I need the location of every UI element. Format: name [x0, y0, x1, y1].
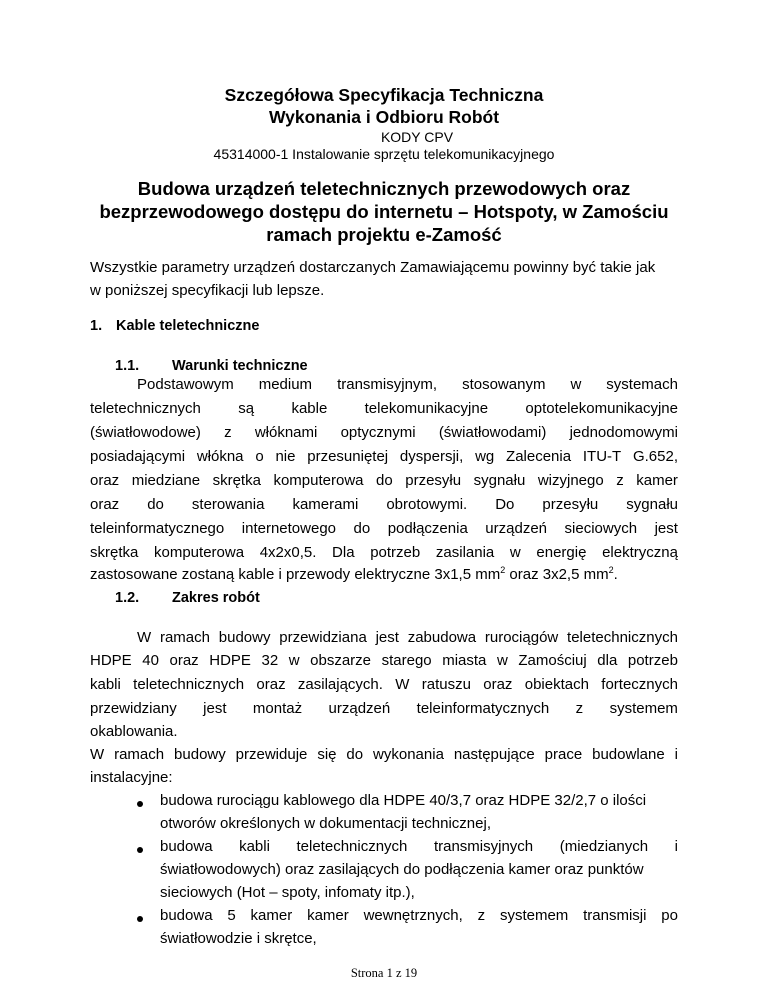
bullet-2-line2: światłowodowych) oraz zasilających do podłączenia kamer oraz punktów: [160, 861, 644, 878]
word: kabli: [239, 838, 270, 855]
superscript-1: 2: [500, 565, 506, 575]
word: obiektach: [524, 676, 589, 693]
word: starego: [381, 652, 432, 669]
word: ramach: [114, 746, 165, 763]
word: oraz: [90, 472, 120, 489]
section-1-1-line-5: [90, 472, 678, 489]
last-line-part-c: .: [613, 566, 618, 583]
word: do: [353, 520, 371, 537]
word: komputerowa: [154, 544, 245, 561]
word: po: [661, 907, 678, 924]
word: miedziane: [131, 472, 201, 489]
word: HDPE: [90, 652, 132, 669]
word: do: [147, 496, 164, 513]
word: z: [224, 424, 232, 441]
word: sieciowych: [564, 520, 638, 537]
word: stosowanym: [462, 376, 546, 393]
word: w: [509, 544, 521, 561]
word: 4x2x0,5.: [259, 544, 317, 561]
bullet-1-line1: budowa rurociągu kablowego dla HDPE 40/3,7 oraz HDPE 32/2,7 o ilości: [160, 792, 647, 809]
word: ratuszu: [421, 676, 471, 693]
word: G.652,: [632, 448, 678, 465]
word: Zalecenia: [506, 448, 572, 465]
word: prace: [544, 746, 583, 763]
bullet-3-justified: [160, 907, 678, 924]
word: urządzeń: [328, 700, 391, 717]
word: podłączenia: [387, 520, 468, 537]
word: jest: [654, 520, 678, 537]
superscript-2: 2: [608, 565, 614, 575]
word: jest: [375, 629, 399, 646]
word: (światłowodami): [438, 424, 547, 441]
word: systemem: [499, 907, 569, 924]
word: teleinformatycznych: [416, 700, 550, 717]
word: są: [238, 400, 255, 417]
paragraph-1-line-4: [90, 700, 678, 717]
bullet-2-justified: [160, 838, 678, 855]
paragraph-1-last-line: okablowania.: [90, 723, 178, 740]
word: medium: [258, 376, 313, 393]
word: włókna: [196, 448, 244, 465]
word: budowy: [218, 629, 271, 646]
word: energię: [536, 544, 587, 561]
project-title-line3: ramach projektu e-Zamość: [266, 224, 502, 245]
word: budowa: [160, 838, 213, 855]
section-1-1-line-3: [90, 424, 678, 441]
word: 5: [227, 907, 236, 924]
word: obszarze: [310, 652, 372, 669]
word: przewidziana: [279, 629, 367, 646]
word: kamer: [636, 472, 678, 489]
word: budowy: [174, 746, 226, 763]
word: teletechnicznych: [567, 629, 678, 646]
word: W: [90, 746, 105, 763]
word: elektryczną: [602, 544, 678, 561]
section-1-1-title: Warunki techniczne: [172, 358, 308, 374]
word: dla: [597, 652, 618, 669]
word: komputerowa: [273, 472, 364, 489]
paragraph-1-line-1: [137, 629, 678, 646]
bullet-1-line2: otworów określonych w dokumentacji technicznej,: [160, 815, 491, 832]
word: do: [346, 746, 364, 763]
bullet-3-dot: [137, 916, 143, 922]
word: wewnętrznych,: [363, 907, 463, 924]
word: oraz: [256, 676, 286, 693]
cpv-label: KODY CPV: [380, 129, 454, 145]
bullet-2-line3: sieciowych (Hot – spoty, infomaty itp.),: [160, 884, 415, 901]
word: nie: [275, 448, 296, 465]
word: kamerami: [292, 496, 359, 513]
word: włóknami: [254, 424, 318, 441]
word: teletechnicznych: [296, 838, 408, 855]
word: optotelekomunikacyjne: [525, 400, 678, 417]
word: z: [616, 472, 624, 489]
word: rurociągów: [484, 629, 559, 646]
word: ramach: [159, 629, 210, 646]
word: transmisji: [583, 907, 647, 924]
project-title-line1: Budowa urządzeń teletechnicznych przewodowych oraz: [137, 178, 631, 199]
word: Do: [495, 496, 515, 513]
word: transmisyjnych: [433, 838, 534, 855]
word: teletechnicznych: [133, 676, 245, 693]
word: transmisyjnym,: [337, 376, 438, 393]
word: zasilania: [435, 544, 495, 561]
word: wykonania: [373, 746, 444, 763]
word: sterowania: [191, 496, 265, 513]
word: teletechnicznych: [90, 400, 201, 417]
bullet-3-line2: światłowodzie i skrętce,: [160, 930, 317, 947]
document-title-line1: Szczegółowa Specyfikacja Techniczna: [224, 85, 544, 105]
word: optycznymi: [340, 424, 416, 441]
word: potrzeb: [370, 544, 421, 561]
last-line-part-b: oraz 3x2,5 mm: [505, 566, 609, 583]
word: następujące: [453, 746, 535, 763]
word: 32: [261, 652, 279, 669]
word: Dla: [332, 544, 355, 561]
word: oraz: [169, 652, 199, 669]
word: i: [674, 746, 678, 763]
word: montaż: [252, 700, 303, 717]
word: W: [395, 676, 410, 693]
word: przesyłu: [542, 496, 599, 513]
word: z: [477, 907, 486, 924]
word: 40: [142, 652, 159, 669]
intro-line2: w poniższej specyfikacji lub lepsze.: [90, 282, 325, 299]
word: z: [575, 700, 584, 717]
word: zasilających.: [297, 676, 383, 693]
cpv-code: 45314000-1 Instalowanie sprzętu telekomunikacyjnego: [213, 146, 555, 162]
word: systemach: [606, 376, 678, 393]
word: internetowego: [241, 520, 336, 537]
last-line-part-a: zastosowane zostaną kable i przewody elektryczne 3x1,5 mm: [90, 566, 501, 583]
word: przesuniętej: [307, 448, 389, 465]
word: sygnału: [626, 496, 678, 513]
paragraph-1-line-2: [90, 652, 678, 669]
document-title-line2: Wykonania i Odbioru Robót: [268, 107, 500, 127]
word: HDPE: [209, 652, 251, 669]
word: jednodomowymi: [569, 424, 678, 441]
word: wizyjnego: [537, 472, 604, 489]
bullet-1-dot: [137, 801, 143, 807]
section-1-1-line-7: [90, 520, 678, 537]
word: telekomunikacyjne: [364, 400, 489, 417]
word: kamer: [307, 907, 349, 924]
word: (światłowodowe): [90, 424, 201, 441]
word: Podstawowym: [137, 376, 234, 393]
word: budowa: [160, 907, 213, 924]
word: kabli: [90, 676, 121, 693]
word: obrotowymi.: [386, 496, 468, 513]
word: przesyłu: [405, 472, 462, 489]
word: (miedzianych: [559, 838, 649, 855]
word: potrzeb: [627, 652, 678, 669]
word: do: [376, 472, 393, 489]
word: fortecznych: [601, 676, 678, 693]
word: Zamościuj: [518, 652, 587, 669]
word: oraz: [483, 676, 513, 693]
word: systemem: [609, 700, 678, 717]
word: kable: [291, 400, 328, 417]
word: oraz: [90, 496, 120, 513]
intro-line1: Wszystkie parametry urządzeń dostarczanych Zamawiającemu powinny być takie jak: [90, 259, 656, 276]
bullet-2-dot: [137, 847, 143, 853]
section-1-2-number: 1.2.: [115, 590, 140, 606]
section-1-title: Kable teletechniczne: [116, 318, 260, 334]
word: sygnału: [473, 472, 526, 489]
word: W: [137, 629, 152, 646]
word: budowlane: [592, 746, 665, 763]
section-1-number: 1.: [90, 318, 103, 334]
paragraph-2-line-1: [90, 746, 678, 763]
word: kamer: [250, 907, 293, 924]
word: przewiduje: [235, 746, 308, 763]
word: posiadającymi: [90, 448, 186, 465]
word: przewidziany: [90, 700, 177, 717]
section-1-2-title: Zakres robót: [172, 590, 260, 606]
word: jest: [203, 700, 227, 717]
word: o: [255, 448, 264, 465]
paragraph-2-last-line: instalacyjne:: [90, 769, 173, 786]
section-1-1-last-line: [90, 566, 618, 583]
word: i: [674, 838, 678, 855]
word: skrętka: [90, 544, 139, 561]
word: w: [288, 652, 300, 669]
section-1-1-line-2: [90, 400, 678, 417]
section-1-1-line-4: [90, 448, 678, 465]
word: skrętka: [212, 472, 261, 489]
page-number-footer: Strona 1 z 19: [350, 966, 418, 980]
project-title-line2: bezprzewodowego dostępu do internetu – Hotspoty, w Zamościu: [99, 201, 669, 222]
section-1-1-line-6: [90, 496, 678, 513]
section-1-1-number: 1.1.: [115, 358, 140, 374]
word: się: [317, 746, 337, 763]
word: zabudowa: [407, 629, 477, 646]
word: dyspersji,: [399, 448, 464, 465]
word: w: [496, 652, 508, 669]
word: miasta: [442, 652, 487, 669]
word: teleinformatycznego: [90, 520, 225, 537]
section-1-1-line-1: [137, 376, 678, 393]
section-1-1-line-8: [90, 544, 678, 561]
word: ITU-T: [582, 448, 622, 465]
word: wg: [475, 448, 495, 465]
word: urządzeń: [485, 520, 548, 537]
word: w: [570, 376, 582, 393]
paragraph-1-line-3: [90, 676, 678, 693]
